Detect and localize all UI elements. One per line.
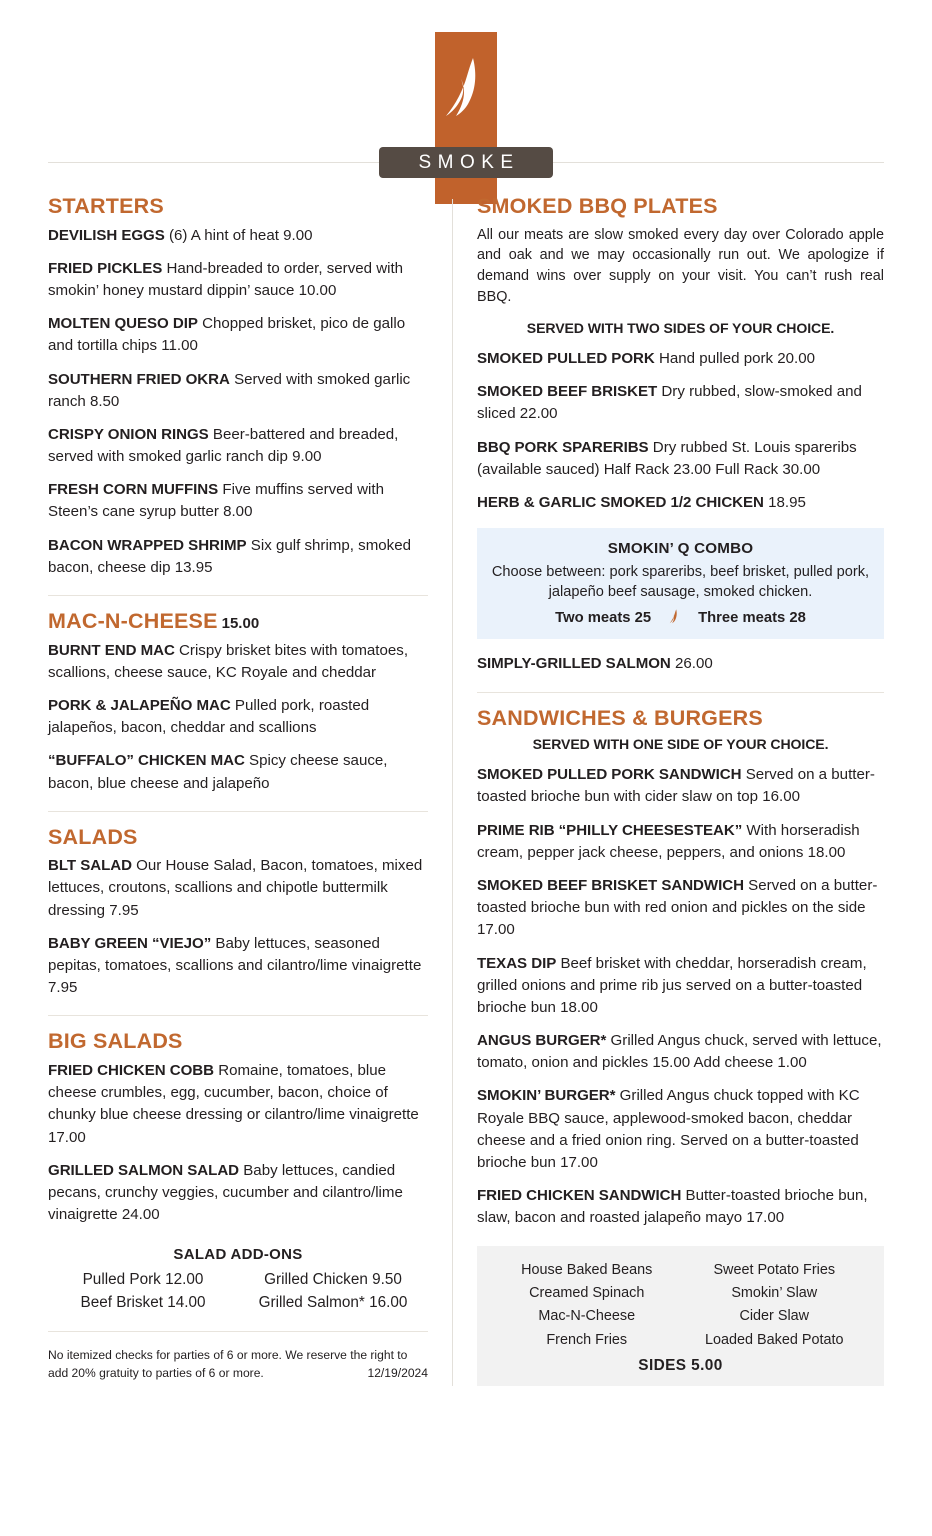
footnote-date: 12/19/2024 <box>367 1366 428 1381</box>
menu-item <box>48 313 428 357</box>
item-desc: Spicy cheese sauce, bacon, blue cheese and jalapeño <box>48 752 388 792</box>
section-divider <box>48 811 428 812</box>
footnote <box>48 1346 428 1382</box>
menu-item <box>477 653 884 675</box>
section-heading-mac <box>48 610 428 633</box>
section-salads <box>48 826 428 1000</box>
item-desc: With horseradish cream, pepper jack cheese, peppers, and onions 18.00 <box>477 821 860 861</box>
item-name: FRIED CHICKEN SANDWICH <box>477 1187 682 1205</box>
sides-grid <box>493 1259 868 1352</box>
item-desc: Dry rubbed St. Louis spareribs (available sauced) Half Rack 23.00 Full Rack 30.00 <box>477 438 857 478</box>
smokin-q-combo-box <box>477 528 884 639</box>
item-name: BABY GREEN “VIEJO” <box>48 934 212 952</box>
menu-item <box>48 750 428 794</box>
item-name: SMOKED PULLED PORK SANDWICH <box>477 766 742 784</box>
side-item: Loaded Baked Potato <box>705 1331 844 1348</box>
addons-title: SALAD ADD-ONS <box>173 1246 303 1264</box>
flame-icon <box>669 608 680 627</box>
item-name: “BUFFALO” CHICKEN MAC <box>48 752 245 770</box>
left-column <box>48 195 452 1386</box>
addon-item: Grilled Chicken 9.50 <box>264 1271 402 1289</box>
item-desc: Grilled Angus chuck, served with lettuce, tomato, onion and pickles 15.00 Add cheese 1.00 <box>477 1032 882 1072</box>
logo-banner <box>379 147 553 178</box>
item-name: SIMPLY-GRILLED SALMON <box>477 655 671 673</box>
item-name: CRISPY ONION RINGS <box>48 425 209 443</box>
menu-item <box>477 953 884 1020</box>
item-name: BLT SALAD <box>48 857 132 875</box>
section-starters <box>48 195 428 579</box>
addon-item: Grilled Salmon* 16.00 <box>258 1294 408 1312</box>
side-item: French Fries <box>546 1331 628 1348</box>
menu-item <box>48 1160 428 1227</box>
item-name: HERB & GARLIC SMOKED 1/2 CHICKEN <box>477 494 764 511</box>
side-item: Mac-N-Cheese <box>538 1308 636 1325</box>
side-item: Cider Slaw <box>739 1308 810 1325</box>
item-name: BURNT END MAC <box>48 641 175 659</box>
item-name: ANGUS BURGER* <box>477 1032 607 1050</box>
menu-item <box>48 855 428 922</box>
section-heading-bbq: SMOKED BBQ PLATES <box>477 194 718 218</box>
menu-item <box>477 437 884 481</box>
menu-item <box>48 933 428 1000</box>
item-desc: Romaine, tomatoes, blue cheese crumbles, egg, cucumber, bacon, choice of chunky blue cheese dressing or cilantro/lime vinaigrette 17.00 <box>48 1061 419 1146</box>
side-item: Sweet Potato Fries <box>713 1261 836 1278</box>
item-desc: Grilled Angus chuck topped with KC Royale BBQ sauce, applewood-smoked bacon, cheddar cheese and a fried onion ring. Served on a butter-toasted brioche bun 17.00 <box>477 1087 860 1171</box>
sides-price-label: SIDES 5.00 <box>638 1356 723 1374</box>
side-item: Creamed Spinach <box>529 1284 645 1301</box>
item-desc: (6) A hint of heat 9.00 <box>168 226 313 244</box>
item-desc: Pulled pork, roasted jalapeños, bacon, cheddar and scallions <box>48 696 370 737</box>
item-name: SMOKED PULLED PORK <box>477 350 655 368</box>
combo-prices <box>491 608 870 627</box>
section-heading-big-salads: BIG SALADS <box>48 1029 183 1054</box>
menu-item <box>48 640 428 684</box>
section-sandwiches-burgers <box>477 707 884 1230</box>
combo-title: SMOKIN’ Q COMBO <box>607 540 754 558</box>
addon-item: Beef Brisket 14.00 <box>80 1294 206 1312</box>
section-divider <box>48 1015 428 1016</box>
menu-item <box>477 1185 884 1229</box>
section-heading-sandwiches: SANDWICHES & BURGERS <box>477 705 763 730</box>
item-desc: Beer-battered and breaded, served with smoked garlic ranch dip 9.00 <box>48 425 399 466</box>
item-desc: Hand pulled pork 20.00 <box>658 350 816 368</box>
menu-item <box>477 1085 884 1174</box>
menu-item <box>477 764 884 808</box>
item-name: PORK & JALAPEÑO MAC <box>48 696 231 714</box>
section-divider <box>48 595 428 596</box>
menu-header <box>0 0 932 195</box>
combo-two-meats: Two meats 25 <box>555 609 652 626</box>
item-desc: Five muffins served with Steen’s cane syrup butter 8.00 <box>48 481 384 521</box>
item-desc: Crispy brisket bites with tomatoes, scallions, cheese sauce, KC Royale and cheddar <box>48 641 409 681</box>
item-name: BBQ PORK SPARERIBS <box>477 438 649 456</box>
item-name: FRESH CORN MUFFINS <box>48 481 219 499</box>
brand-logo <box>394 32 538 204</box>
item-desc: Butter-toasted brioche bun, slaw, bacon and roasted jalapeño mayo 17.00 <box>477 1187 868 1227</box>
item-desc: Hand-breaded to order, served with smokin’ honey mustard dippin’ sauce 10.00 <box>48 259 404 299</box>
menu-item <box>477 875 884 942</box>
section-heading-salads: SALADS <box>48 824 138 849</box>
item-desc: Served on a butter-toasted brioche bun with cider slaw on top 16.00 <box>477 766 875 806</box>
item-desc: Dry rubbed, slow-smoked and sliced 22.00 <box>477 383 862 423</box>
item-name: BACON WRAPPED SHRIMP <box>48 536 247 554</box>
combo-description: Choose between: pork spareribs, beef brisket, pulled pork, jalapeño beef sausage, smoked chicken. <box>491 564 870 601</box>
sides-box <box>477 1246 884 1386</box>
item-name: TEXAS DIP <box>477 954 557 972</box>
side-item: Smokin’ Slaw <box>731 1284 818 1301</box>
section-bbq-plates <box>477 195 884 676</box>
item-name: GRILLED SALMON SALAD <box>48 1161 240 1179</box>
menu-item <box>48 369 428 413</box>
footer-divider <box>48 1331 428 1332</box>
item-name: SMOKIN’ BURGER* <box>477 1087 616 1105</box>
menu-item <box>48 1060 428 1149</box>
menu-item <box>477 820 884 864</box>
item-name: SMOKED BEEF BRISKET SANDWICH <box>477 876 744 894</box>
sandwiches-served-note: SERVED WITH ONE SIDE OF YOUR CHOICE. <box>532 736 829 753</box>
menu-item <box>48 258 428 302</box>
item-name: DEVILISH EGGS <box>48 226 165 244</box>
menu-item <box>477 1030 884 1074</box>
item-name: FRIED PICKLES <box>48 259 163 277</box>
item-desc: Served with smoked garlic ranch 8.50 <box>48 370 411 410</box>
item-name: PRIME RIB “PHILLY CHEESESTEAK” <box>477 821 743 839</box>
addon-item: Pulled Pork 12.00 <box>82 1271 204 1289</box>
menu-item <box>48 695 428 739</box>
item-desc: 26.00 <box>675 655 713 673</box>
item-desc: Served on a butter-toasted brioche bun with red onion and pickles on the side 17.00 <box>477 876 878 939</box>
section-big-salads <box>48 1030 428 1226</box>
item-desc: Baby lettuces, seasoned pepitas, tomatoes, scallions and cilantro/lime vinaigrette 7.95 <box>48 934 422 997</box>
brand-name: SMOKE <box>418 151 520 173</box>
section-mac-n-cheese <box>48 610 428 795</box>
menu-item <box>477 492 884 514</box>
section-divider <box>477 692 884 693</box>
flame-icon <box>443 56 489 128</box>
addons-grid <box>48 1269 428 1315</box>
section-price: 15.00 <box>221 615 260 632</box>
menu-item <box>48 535 428 579</box>
menu-item <box>48 225 428 247</box>
item-desc: Beef brisket with cheddar, horseradish cream, grilled onions and prime rib jus served on a butter-toasted brioche bun 18.00 <box>477 954 867 1016</box>
section-heading-text: MAC-N-CHEESE <box>48 609 218 633</box>
right-column <box>453 195 884 1386</box>
menu-item <box>477 381 884 425</box>
bbq-served-note: SERVED WITH TWO SIDES OF YOUR CHOICE. <box>526 320 835 337</box>
item-name: FRIED CHICKEN COBB <box>48 1061 214 1079</box>
menu-item <box>48 479 428 523</box>
item-name: SMOKED BEEF BRISKET <box>477 383 658 401</box>
item-desc: Baby lettuces, candied pecans, crunchy veggies, cucumber and cilantro/lime vinaigrette 24.00 <box>48 1161 403 1224</box>
menu-item <box>48 424 428 468</box>
item-name: MOLTEN QUESO DIP <box>48 315 198 333</box>
menu-columns <box>0 195 932 1386</box>
item-desc: 18.95 <box>768 494 806 511</box>
item-desc: Six gulf shrimp, smoked bacon, cheese dip 13.95 <box>48 536 412 576</box>
item-desc: Chopped brisket, pico de gallo and tortilla chips 11.00 <box>48 315 406 355</box>
item-desc: Our House Salad, Bacon, tomatoes, mixed lettuces, croutons, scallions and chipotle buttermilk dressing 7.95 <box>48 857 423 919</box>
side-item: House Baked Beans <box>521 1261 653 1278</box>
section-heading-starters: STARTERS <box>48 194 164 218</box>
salad-addons-block <box>48 1246 428 1315</box>
footnote-text: No itemized checks for parties of 6 or more. We reserve the right to add 20% gratuity to parties of 6 or more. <box>48 1348 408 1381</box>
combo-three-meats: Three meats 28 <box>698 609 806 626</box>
item-name: SOUTHERN FRIED OKRA <box>48 370 230 388</box>
menu-item <box>477 348 884 370</box>
bbq-intro-text: All our meats are slow smoked every day over Colorado apple and oak and we may occasionally run out. We apologize if demand wins over supply on your visit. You can’t rush real BBQ. <box>477 226 884 306</box>
